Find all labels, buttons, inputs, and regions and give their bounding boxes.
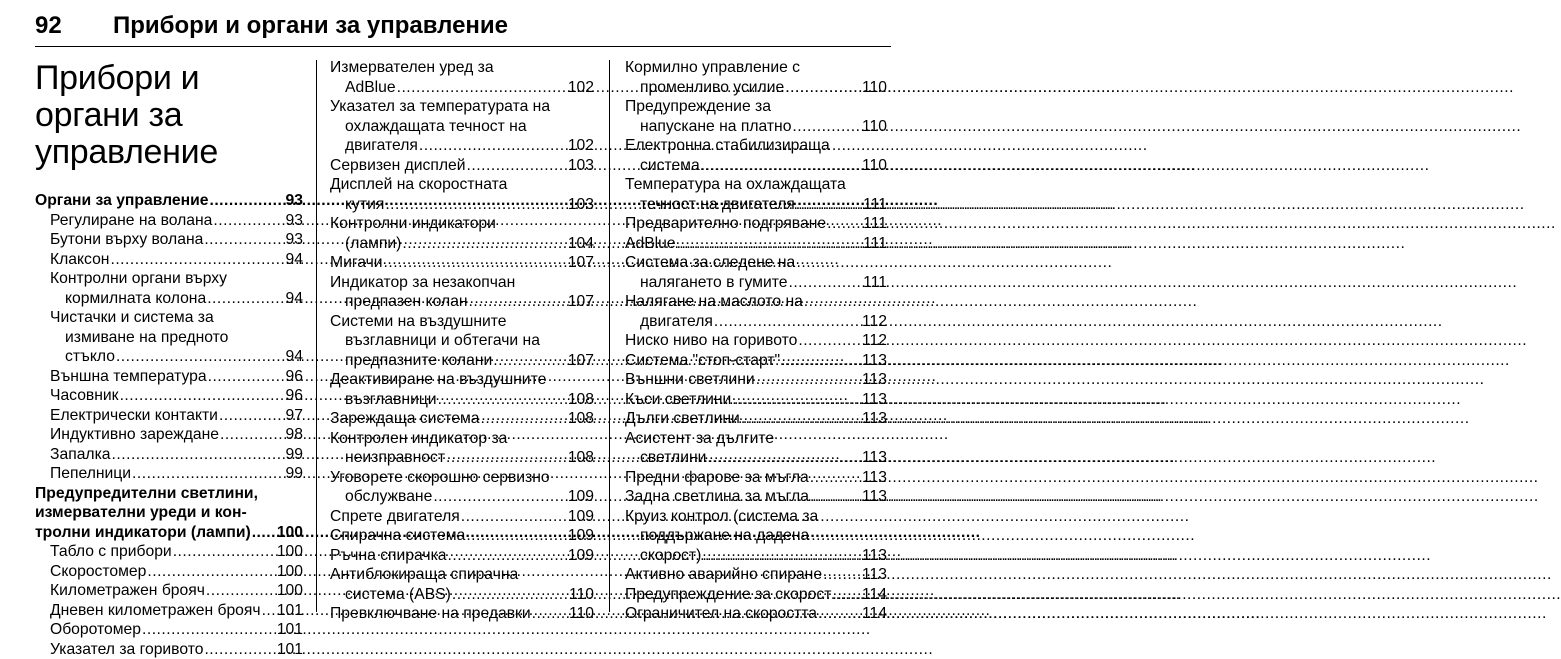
toc-entry-text: Предупредителни светлини, — [35, 484, 303, 504]
toc-entry-page: 101 — [277, 601, 303, 621]
dot-leader — [818, 604, 861, 624]
toc-entry-text: тролни индикатори (лампи) — [35, 523, 251, 543]
dot-leader — [823, 565, 861, 585]
toc-entry — [330, 604, 594, 624]
toc-entry-text: Ограничител на скоростта — [625, 604, 817, 624]
toc-entry-text: Регулиране на волана — [50, 211, 212, 231]
toc-entry — [625, 331, 887, 351]
toc-entry-text: Оборотомер — [50, 620, 141, 640]
toc-entry-page: 99 — [286, 464, 303, 484]
toc-entry-page: 108 — [568, 390, 594, 410]
dot-leader — [207, 289, 284, 309]
toc-entry — [625, 175, 887, 214]
dot-leader — [461, 507, 567, 527]
toc-entry-text: Ниско ниво на горивото — [625, 331, 797, 351]
toc-entry — [35, 308, 303, 367]
toc-entry — [35, 445, 303, 465]
dot-leader — [792, 117, 861, 137]
toc-entry-text: Сервизен дисплей — [330, 156, 466, 176]
toc-entry-page: 103 — [568, 195, 594, 215]
dot-leader — [219, 406, 285, 426]
toc-list-1 — [35, 191, 303, 659]
toc-entry-page: 100 — [277, 562, 303, 582]
dot-leader — [419, 136, 567, 156]
toc-entry-text: предпазен колан — [345, 292, 468, 312]
toc-entry-page: 114 — [862, 585, 887, 605]
toc-entry-text: напускане на платно — [640, 117, 791, 137]
page-number: 92 — [35, 12, 62, 40]
toc-entry-page: 113 — [862, 409, 887, 429]
toc-entry-page: 93 — [286, 230, 303, 250]
toc-entry-text: система — [640, 156, 700, 176]
dot-leader — [532, 604, 568, 624]
toc-entry — [35, 601, 303, 621]
dot-leader — [110, 250, 284, 270]
toc-entry-page: 109 — [568, 546, 594, 566]
toc-entry-page: 96 — [286, 386, 303, 406]
toc-entry-page: 110 — [862, 117, 887, 137]
toc-entry — [330, 156, 594, 176]
toc-entry — [625, 214, 887, 234]
toc-entry — [330, 429, 594, 468]
toc-entry-text: течност на двигателя — [640, 195, 795, 215]
dot-leader — [467, 156, 567, 176]
toc-entry-text: Системи на въздушните — [330, 312, 594, 332]
dot-leader — [220, 425, 285, 445]
toc-entry-page: 113 — [862, 390, 887, 410]
toc-entry — [35, 425, 303, 445]
dot-leader — [142, 620, 276, 640]
toc-entry — [330, 546, 594, 566]
toc-entry-text: охлаждащата течност на — [330, 117, 594, 137]
toc-entry-page: 102 — [568, 78, 594, 98]
toc-entry — [330, 312, 594, 371]
toc-entry-page: 104 — [568, 234, 594, 254]
toc-entry-page: 109 — [568, 487, 594, 507]
dot-leader — [827, 214, 862, 234]
toc-entry-page: 102 — [568, 136, 594, 156]
dot-leader — [732, 390, 861, 410]
dot-leader — [798, 331, 861, 351]
toc-entry-page: 109 — [568, 507, 594, 527]
toc-entry-text: Зареждаща система — [330, 409, 480, 429]
toc-entry-text: променливо усилие — [640, 78, 784, 98]
toc-entry-text: Указател за горивото — [50, 640, 203, 659]
toc-entry-text: Температура на охлаждащата — [625, 175, 887, 195]
toc-entry — [330, 526, 594, 546]
toc-entry-text: неизправност — [345, 448, 445, 468]
toc-entry-text: Активно аварийно спиране — [625, 565, 822, 585]
dot-leader — [204, 230, 284, 250]
toc-entry-text: възглавници — [345, 390, 437, 410]
toc-entry-text: Система "стоп-старт" — [625, 351, 780, 371]
toc-entry-text: Чистачки и система за — [50, 308, 303, 328]
dot-leader — [120, 386, 285, 406]
toc-entry — [330, 468, 594, 507]
dot-leader — [701, 156, 861, 176]
toc-entry-text: Дисплей на скоростната — [330, 175, 594, 195]
toc-entry — [625, 585, 887, 605]
toc-entry-text: Ръчна спирачка — [330, 546, 447, 566]
toc-entry-text: Органи за управление — [35, 191, 208, 211]
toc-entry — [35, 406, 303, 426]
dot-leader — [810, 468, 861, 488]
toc-entry-page: 96 — [286, 367, 303, 387]
dot-leader — [384, 253, 567, 273]
toc-entry-page: 113 — [862, 448, 887, 468]
toc-entry-text: Задна светлина за мъгла — [625, 487, 809, 507]
toc-entry-text: Къси светлини — [625, 390, 731, 410]
toc-entry-page: 110 — [569, 604, 594, 624]
toc-entry — [35, 191, 303, 211]
column-divider — [316, 60, 317, 612]
toc-entry-page: 108 — [568, 448, 594, 468]
toc-entry-text: Мигачи — [330, 253, 383, 273]
toc-entry-text: система (ABS) — [345, 585, 451, 605]
toc-entry-text: двигателя — [345, 136, 418, 156]
toc-entry — [35, 269, 303, 308]
toc-entry-page: 103 — [568, 156, 594, 176]
dot-leader — [481, 409, 567, 429]
toc-entry-page: 113 — [862, 565, 887, 585]
toc-entry-text: предпазните колани — [345, 351, 492, 371]
dot-leader — [433, 487, 566, 507]
toc-entry — [35, 386, 303, 406]
dot-leader — [756, 370, 861, 390]
toc-entry-text: AdBlue — [345, 78, 396, 98]
dot-leader — [781, 351, 861, 371]
toc-entry-page: 110 — [569, 585, 594, 605]
toc-entry-text: Дневен километражен брояч — [50, 601, 261, 621]
toc-entry — [625, 409, 887, 429]
toc-entry-text: Указател за температурата на — [330, 97, 594, 117]
toc-entry-page: 109 — [568, 526, 594, 546]
toc-entry-text: Налягане на маслото на — [625, 292, 887, 312]
dot-leader — [209, 191, 284, 211]
dot-leader — [397, 78, 567, 98]
toc-entry-text: обслужване — [345, 487, 432, 507]
toc-entry — [625, 253, 887, 292]
toc-entry — [330, 273, 594, 312]
dot-leader — [385, 195, 566, 215]
toc-entry-page: 107 — [568, 253, 594, 273]
dot-leader — [448, 546, 567, 566]
dot-leader — [832, 585, 861, 605]
dot-leader — [208, 367, 285, 387]
toc-entry-text: Система за следене на — [625, 253, 887, 273]
dot-leader — [262, 601, 276, 621]
toc-entry-text: Скоростомер — [50, 562, 146, 582]
toc-entry-text: Деактивиране на въздушните — [330, 370, 594, 390]
toc-entry-page: 93 — [286, 211, 303, 231]
toc-entry-page: 99 — [286, 445, 303, 465]
toc-entry-page: 94 — [286, 250, 303, 270]
toc-entry-text: налягането в гумите — [640, 273, 787, 293]
toc-entry-page: 100 — [277, 581, 303, 601]
toc-entry — [330, 507, 594, 527]
toc-entry-page: 114 — [862, 604, 887, 624]
toc-entry-text: Предупреждение за скорост — [625, 585, 831, 605]
dot-leader — [116, 347, 285, 367]
dot-leader — [252, 523, 276, 543]
toc-entry-text: Контролни индикатори — [330, 214, 594, 234]
toc-entry-text: Спрете двигателя — [330, 507, 460, 527]
toc-entry-page: 101 — [277, 620, 303, 640]
toc-entry-page: 113 — [862, 487, 887, 507]
toc-entry-text: Спирачна система — [330, 526, 465, 546]
toc-entry-page: 112 — [862, 331, 887, 351]
dot-leader — [785, 78, 861, 98]
toc-entry-page: 97 — [286, 406, 303, 426]
dot-leader — [677, 234, 863, 254]
page-header — [35, 10, 891, 47]
toc-entry — [625, 565, 887, 585]
toc-entry-text: Предупреждение за — [625, 97, 887, 117]
toc-entry — [625, 429, 887, 468]
toc-entry — [35, 211, 303, 231]
toc-entry — [35, 464, 303, 484]
toc-entry — [330, 409, 594, 429]
toc-entry — [625, 58, 887, 97]
toc-entry-page: 93 — [286, 191, 303, 211]
dot-leader — [702, 546, 861, 566]
toc-entry-page: 100 — [277, 523, 303, 543]
toc-entry — [35, 542, 303, 562]
column-divider — [609, 60, 610, 612]
toc-entry-text: стъкло — [65, 347, 115, 367]
toc-entry-text: Външна температура — [50, 367, 207, 387]
dot-leader — [112, 445, 285, 465]
dot-leader — [469, 292, 567, 312]
toc-entry-text: Дълги светлини — [625, 409, 740, 429]
toc-column-3 — [625, 58, 887, 610]
toc-entry — [625, 487, 887, 507]
toc-entry-page: 113 — [862, 546, 887, 566]
toc-entry-page: 113 — [862, 370, 887, 390]
toc-entry-page: 111 — [863, 234, 887, 254]
toc-entry-text: скорост) — [640, 546, 701, 566]
toc-entry-text: Електронна стабилизираща — [625, 136, 887, 156]
toc-entry-page: 113 — [862, 468, 887, 488]
toc-column-2 — [330, 58, 594, 610]
toc-entry-page: 111 — [863, 195, 887, 215]
dot-leader — [741, 409, 861, 429]
toc-entry-text: измиване на предното — [50, 328, 303, 348]
toc-entry — [330, 97, 594, 156]
dot-leader — [204, 640, 275, 659]
toc-entry — [625, 390, 887, 410]
toc-entry-text: Външни светлини — [625, 370, 755, 390]
toc-entry-text: Предварително подгряване — [625, 214, 826, 234]
toc-entry-text: Пепелници — [50, 464, 131, 484]
toc-entry — [625, 351, 887, 371]
toc-list-2 — [330, 58, 594, 624]
toc-entry-text: кормилната колона — [65, 289, 206, 309]
toc-entry-text: Круиз контрол (система за — [625, 507, 887, 527]
dot-leader — [714, 312, 861, 332]
dot-leader — [147, 562, 275, 582]
toc-entry — [330, 58, 594, 97]
toc-entry — [35, 484, 303, 543]
toc-entry-text: Индикатор за незакопчан — [330, 273, 594, 293]
toc-entry — [625, 234, 887, 254]
toc-entry — [35, 230, 303, 250]
toc-entry-page: 94 — [286, 347, 303, 367]
toc-entry-text: Превключване на предавки — [330, 604, 531, 624]
toc-entry-text: Контролен индикатор за — [330, 429, 594, 449]
toc-entry-text: Километражен брояч — [50, 581, 205, 601]
toc-entry-text: двигателя — [640, 312, 713, 332]
chapter-title: Прибори и органи за управление — [35, 60, 303, 171]
toc-entry-page: 113 — [862, 351, 887, 371]
toc-entry-text: Предни фарове за мъгла — [625, 468, 809, 488]
dot-leader — [132, 464, 285, 484]
toc-entry-text: кутия — [345, 195, 384, 215]
toc-entry — [625, 97, 887, 136]
toc-entry-text: Кормилно управление с — [625, 58, 887, 78]
toc-entry — [330, 370, 594, 409]
toc-entry-text: Асистент за дългите — [625, 429, 887, 449]
toc-entry — [35, 367, 303, 387]
toc-entry-text: измервателни уреди и кон- — [35, 503, 303, 523]
dot-leader — [438, 390, 567, 410]
dot-leader — [788, 273, 862, 293]
toc-entry-text: Бутони върху волана — [50, 230, 203, 250]
toc-entry-text: възглавници и обтегачи на — [330, 331, 594, 351]
toc-entry-text: Часовник — [50, 386, 119, 406]
toc-list-3 — [625, 58, 887, 624]
toc-entry-page: 108 — [568, 409, 594, 429]
toc-entry-page: 111 — [863, 273, 887, 293]
toc-entry-text: Клаксон — [50, 250, 109, 270]
toc-entry-text: Електрически контакти — [50, 406, 218, 426]
toc-entry-page: 107 — [568, 292, 594, 312]
toc-entry-text: Табло с прибори — [50, 542, 172, 562]
dot-leader — [810, 487, 861, 507]
dot-leader — [173, 542, 276, 562]
toc-entry-page: 100 — [277, 542, 303, 562]
toc-entry-page: 110 — [862, 156, 887, 176]
toc-entry — [625, 604, 887, 624]
toc-entry — [35, 250, 303, 270]
toc-entry — [625, 292, 887, 331]
running-title: Прибори и органи за управление — [113, 12, 508, 40]
toc-entry-text: поддържане на дадена — [625, 526, 887, 546]
toc-entry — [35, 581, 303, 601]
toc-entry-text: Индуктивно зареждане — [50, 425, 219, 445]
toc-entry-page: 98 — [286, 425, 303, 445]
toc-entry — [625, 468, 887, 488]
toc-entry-text: Антиблокираща спирачна — [330, 565, 594, 585]
toc-entry — [35, 562, 303, 582]
dot-leader — [466, 526, 567, 546]
dot-leader — [493, 351, 567, 371]
toc-entry — [330, 175, 594, 214]
toc-entry-page: 101 — [277, 640, 303, 659]
toc-entry — [330, 214, 594, 253]
toc-entry-page: 107 — [568, 351, 594, 371]
dot-leader — [446, 448, 567, 468]
toc-entry — [625, 507, 887, 566]
toc-entry — [625, 136, 887, 175]
toc-column-1 — [35, 60, 303, 612]
dot-leader — [796, 195, 862, 215]
toc-entry-page: 94 — [286, 289, 303, 309]
toc-entry-text: Контролни органи върху — [50, 269, 303, 289]
toc-entry-text: Измервателен уред за — [330, 58, 594, 78]
toc-entry-text: Уговорете скорошно сервизно — [330, 468, 594, 488]
toc-entry-page: 112 — [862, 312, 887, 332]
toc-entry — [35, 640, 303, 659]
toc-entry-page: 110 — [862, 78, 887, 98]
toc-entry — [330, 565, 594, 604]
toc-entry-text: Запалка — [50, 445, 111, 465]
dot-leader — [452, 585, 568, 605]
toc-entry-text: (лампи) — [345, 234, 401, 254]
toc-entry — [35, 620, 303, 640]
dot-leader — [213, 211, 284, 231]
toc-entry-page: 111 — [863, 214, 887, 234]
toc-entry — [625, 370, 887, 390]
toc-entry-text: AdBlue — [625, 234, 676, 254]
dot-leader — [707, 448, 861, 468]
toc-entry — [330, 253, 594, 273]
toc-entry-text: светлини — [640, 448, 706, 468]
dot-leader — [206, 581, 276, 601]
dot-leader — [402, 234, 566, 254]
